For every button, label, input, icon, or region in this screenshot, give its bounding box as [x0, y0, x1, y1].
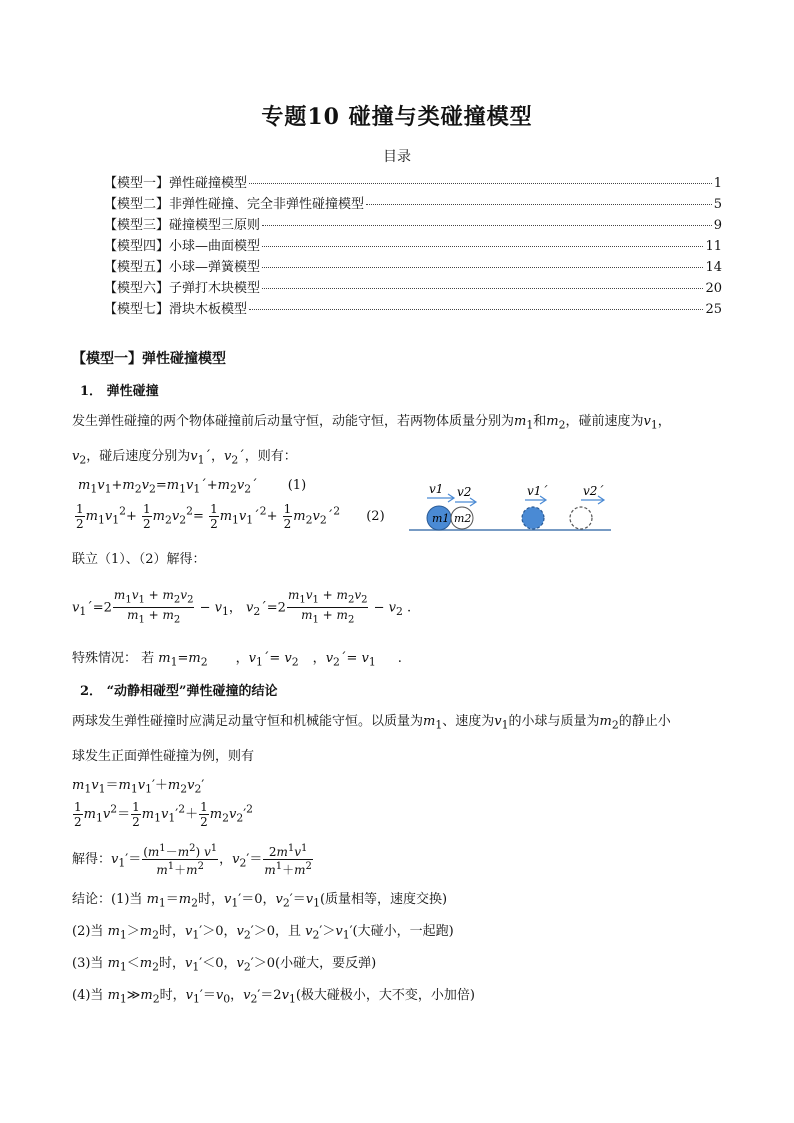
solve-line: 联立（1）、（2）解得：: [72, 552, 206, 567]
toc-item[interactable]: 【模型六】子弹打木块模型 20: [104, 281, 722, 296]
paragraph-2: 两球发生弹性碰撞时应满足动量守恒和机械能守恒。以质量为$m_1$、速度为$v_1$的小球与质量为$m_2$的静止小 球发生正面弹性碰撞为例，则有: [72, 714, 671, 764]
subsection-heading: 1． 弹性碰撞: [80, 384, 159, 399]
label-v1-after: v1´: [527, 484, 548, 498]
ball-m2-after: [570, 507, 592, 529]
intro-paragraph: 发生弹性碰撞的两个物体碰撞前后动量守恒，动能守恒，若两物体质量分别为$m_1$和$m_2$，碰前速度为$v_1$， $v_2$，碰后速度分别为$v_1´$，$v_2´$，则有：: [72, 414, 671, 467]
collision-figure: [405, 478, 615, 534]
label-v2-after: v2´: [583, 484, 604, 498]
solution-equation-2: 解得：$v_1'=$ $\frac{(m^1-m^2) v^1}{m^1+m^2}$ ，$v_2'=$ $\frac{2m^1v^1}{m^1+m^2}$: [72, 843, 312, 877]
energy-equation: $\frac{1}{2}$ $m_1v_1^2+$ $\frac{1}{2}$ $m_2v_2^2=$ $\frac{1}{2}$ $m_1v_1´^2+$ $\frac{1}{2}$ $m_2v_2´^2$ (2): [76, 502, 385, 531]
toc-item[interactable]: 【模型二】非弹性碰撞、完全非弹性碰撞模型 5: [104, 197, 722, 212]
section-heading: 【模型一】弹性碰撞模型: [72, 351, 226, 367]
toc-item[interactable]: 【模型五】小球—弹簧模型 14: [104, 260, 722, 275]
momentum-equation: $m_1v_1+m_2v_2=m_1v_1´+m_2v_2´$ (1): [78, 478, 307, 496]
momentum-equation-2: $m_1v_1=m_1v_1'+m_2v_2'$: [72, 778, 205, 796]
energy-equation-2: $\frac{1}{2}$ $m_1v^2=$ $\frac{1}{2}$ $m_1v_1'^2+$ $\frac{1}{2}$ $m_2v_2'^2$: [74, 800, 254, 829]
conclusion-1: 结论：(1)当 $m_1=m_2$时，$v_1'=0$，$v_2'=v_1$(质量相等，速度交换): [72, 892, 448, 910]
toc-item[interactable]: 【模型一】弹性碰撞模型 1: [104, 176, 722, 191]
special-case: 特殊情况： 若 $m_1=m_2$ ，$v_1´= v_2$ ，$v_2´= v_1$ .: [72, 651, 402, 669]
conclusion-4: (4)当 $m_1≫m_2$时，$v_1'=v_0$，$v_2'=2v_1$(极大碰极小，大不变，小加倍): [72, 988, 475, 1006]
toc-item[interactable]: 【模型四】小球—曲面模型 11: [104, 239, 722, 254]
toc-item[interactable]: 【模型三】碰撞模型三原则 9: [104, 218, 722, 233]
toc-item[interactable]: 【模型七】滑块木板模型 25: [104, 302, 722, 317]
ball-m1-after: [522, 507, 544, 529]
conclusion-2: (2)当 $m_1>m_2$时，$v_1'>0$，$v_2'>0$，且 $v_2'>v_1'$(大碰小，一起跑): [72, 924, 454, 942]
solution-equation: $v_1´=2$ $\frac{m_1v_1 + m_2v_2}{m_1 + m_2}$ − $v_1$， $v_2´=2$ $\frac{m_1v_1 + m_2v_2}{m_1 + m_2}$ − $v_2$ .: [72, 588, 412, 626]
ball-m1-label: m1: [432, 512, 450, 525]
label-v2: v2: [457, 485, 472, 499]
table-of-contents: [104, 172, 722, 319]
page-title: 专题10 碰撞与类碰撞模型: [261, 104, 533, 130]
subsection-heading: 2． “动静相碰型”弹性碰撞的结论: [80, 684, 278, 699]
label-v1: v1: [429, 482, 444, 496]
conclusion-3: (3)当 $m_1<m_2$时，$v_1'<0$，$v_2'>0$(小碰大，要反弹): [72, 956, 377, 974]
ball-m2-label: m2: [454, 512, 472, 525]
toc-heading: 目录: [383, 149, 411, 165]
